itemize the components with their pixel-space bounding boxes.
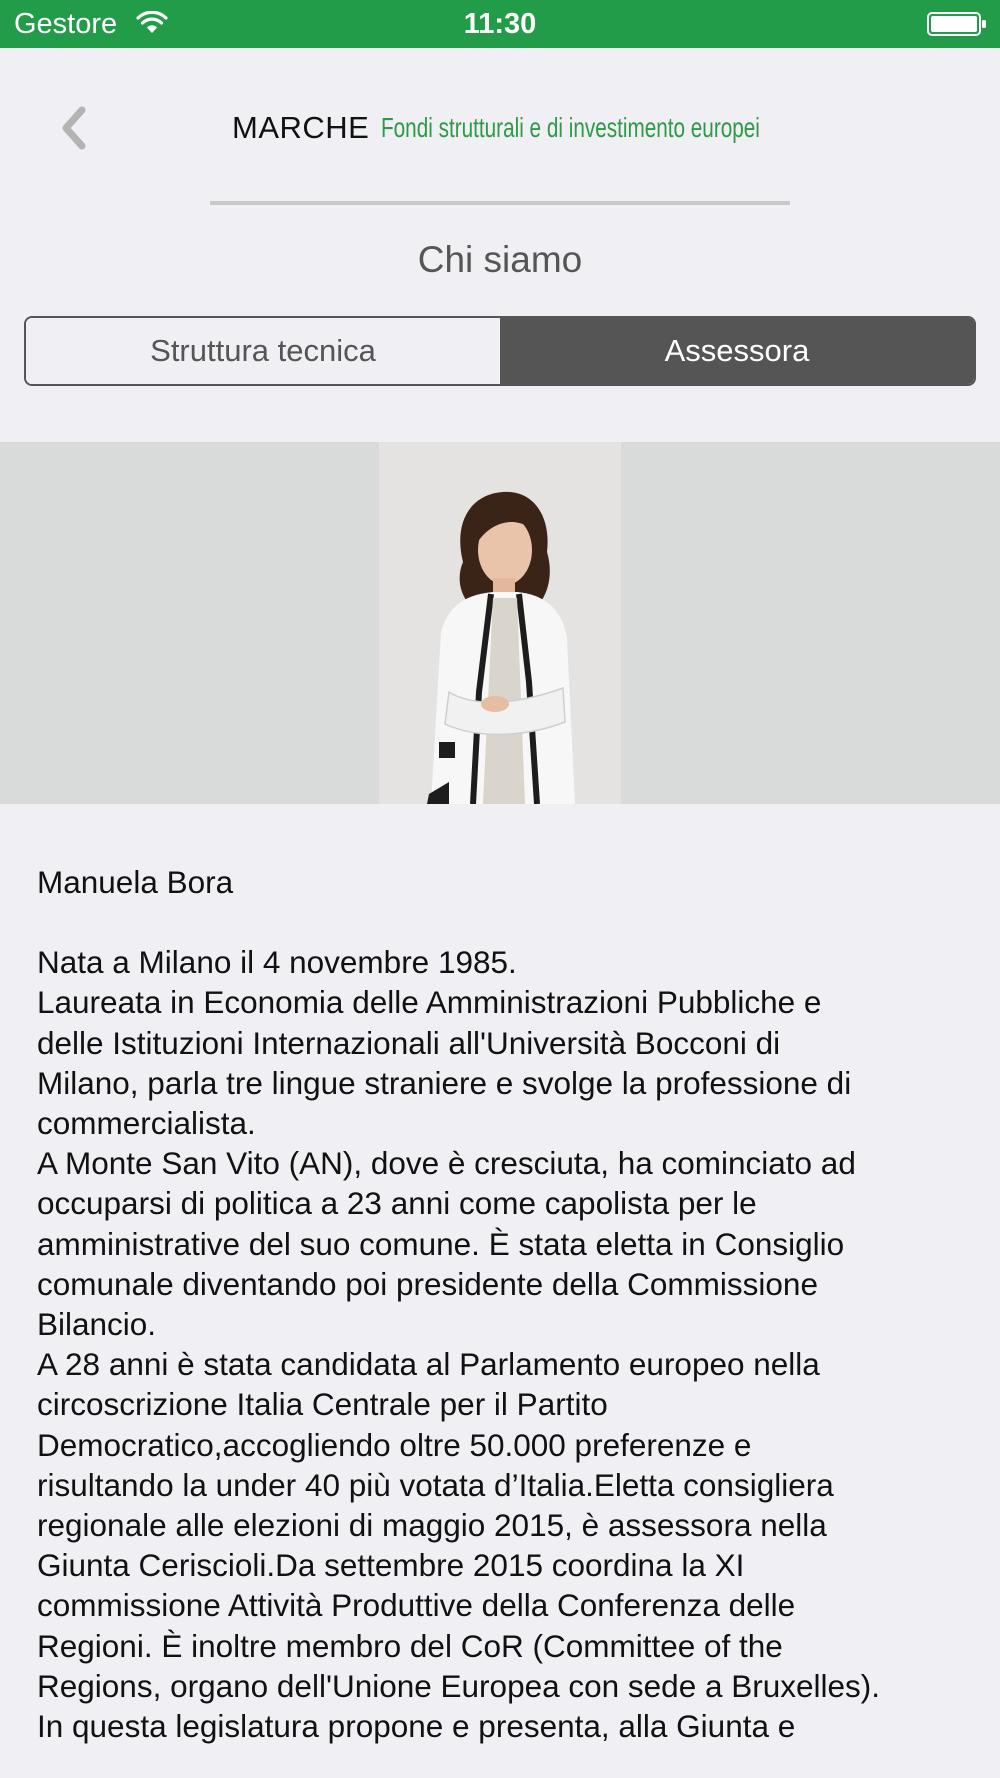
status-bar [0,0,1000,48]
profile-content [37,862,967,1746]
bio-line: Nata a Milano il 4 novembre 1985. [37,944,517,981]
photo-banner [0,442,1000,804]
segmented-control [24,316,976,386]
bio-line: Democratico,accogliendo oltre 50.000 preferenze e [37,1426,752,1463]
app-logo [232,110,893,150]
header-divider [210,201,790,205]
bio-line: occuparsi di politica a 23 anni come capolista per le [37,1185,757,1222]
back-button[interactable] [52,102,100,154]
bio-line: comunale diventando poi presidente della Commissione [37,1265,818,1302]
bio-line: In questa legislatura propone e presenta, alla Giunta e [37,1708,796,1745]
bio-line: regionale alle elezioni di maggio 2015, è assessora nella [37,1507,827,1544]
bio-line: A Monte San Vito (AN), dove è cresciuta, ha cominciato ad [37,1145,856,1182]
bio-line: Giunta Ceriscioli.Da settembre 2015 coordina la XI [37,1547,745,1584]
page-title: Chi siamo [417,239,583,280]
bio-line: commercialista. [37,1105,256,1142]
bio-line: commissione Attività Produttive della Conferenza delle [37,1587,796,1624]
bio-line: Bilancio. [37,1306,157,1343]
battery-icon [927,12,987,36]
bio-line: delle Istituzioni Internazionali all'Università Bocconi di [37,1024,781,1061]
bio-line: A 28 anni è stata candidata al Parlamento europeo nella [37,1346,820,1383]
carrier-label: Gestore [14,8,118,40]
bio-line: Regions, organo dell'Unione Europea con sede a Bruxelles). [37,1667,881,1704]
portrait-photo [379,442,621,804]
bio-line: Regioni. È inoltre membro del CoR (Committee of the [37,1627,783,1664]
bio-line: circoscrizione Italia Centrale per il Partito [37,1386,608,1423]
clock-label: 11:30 [463,8,537,40]
chevron-left-icon [52,141,100,158]
logo-secondary-text: Fondi strutturali e di investimento europei [381,112,761,143]
bio-line: Laureata in Economia delle Amministrazioni Pubbliche e [37,984,822,1021]
tab-struttura-tecnica[interactable]: Struttura tecnica [26,318,500,384]
tab-assessora[interactable]: Assessora [500,318,974,384]
logo-primary-text: MARCHE [232,110,370,145]
bio-line: risultando la under 40 più votata d’Italia.Eletta consigliera [37,1466,834,1503]
person-name: Manuela Bora [37,864,234,900]
bio-line: Milano, parla tre lingue straniere e svolge la professione di [37,1064,852,1101]
bio-line: amministrative del suo comune. È stata eletta in Consiglio [37,1225,845,1262]
